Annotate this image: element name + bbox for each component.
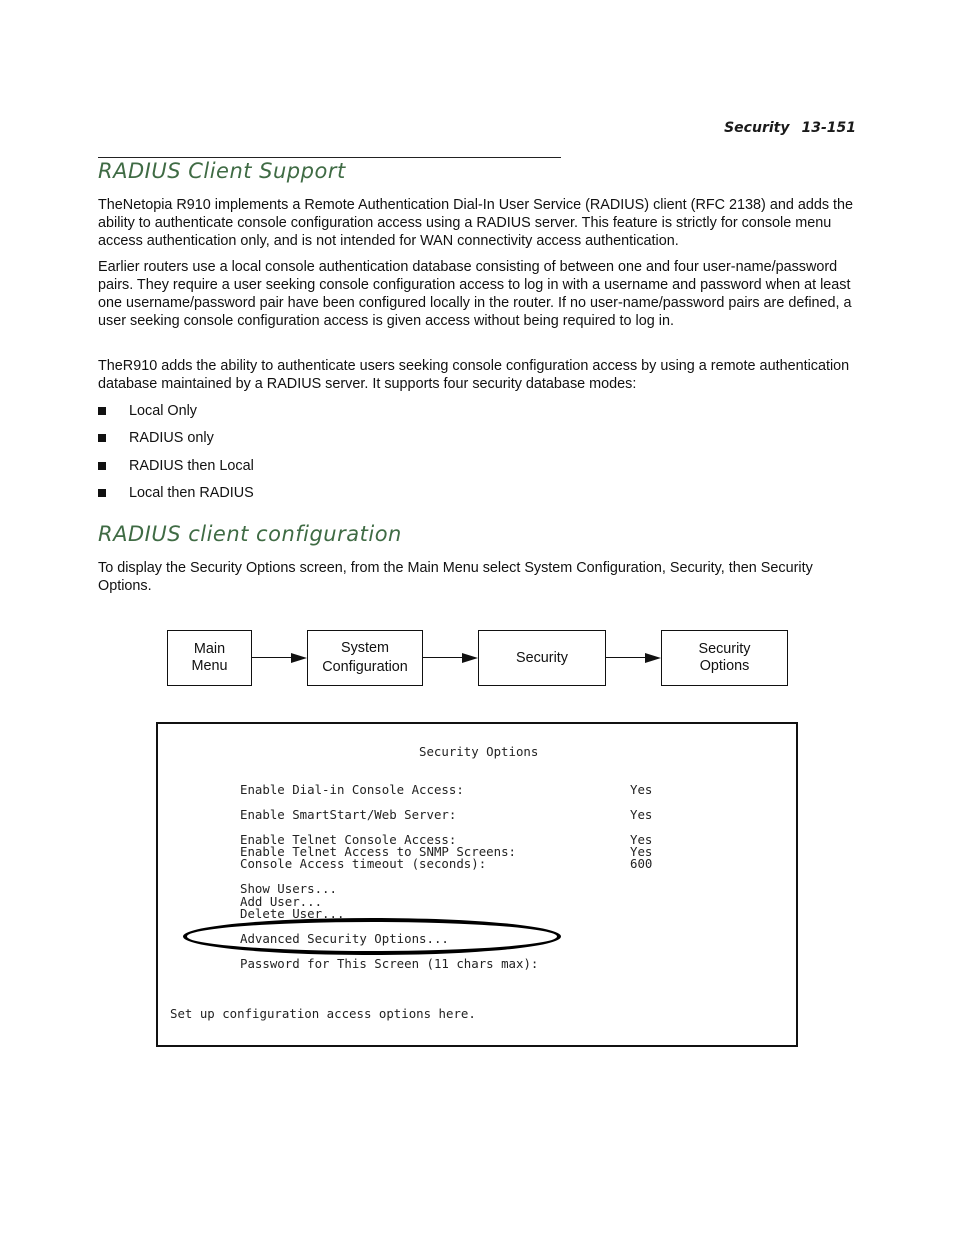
option-telnet-snmp-screens[interactable]: Enable Telnet Access to SNMP Screens: — [240, 844, 517, 859]
list-item: Local then RADIUS — [98, 483, 254, 510]
security-modes-list — [98, 401, 254, 511]
option-dial-in-console-access[interactable]: Enable Dial-in Console Access: — [240, 782, 464, 797]
section-rule — [98, 157, 561, 158]
flow-box-main-menu: Main Menu — [167, 630, 252, 686]
menu-advanced-security-options[interactable]: Advanced Security Options... — [240, 931, 449, 946]
flow-arrow-icon — [606, 652, 661, 664]
list-item: RADIUS then Local — [98, 456, 254, 483]
paragraph-navigation-instructions: To display the Security Options screen, from the Main Menu select System Configuration, Security, then Security Options. — [98, 560, 813, 594]
value-telnet-snmp-screens[interactable]: Yes — [630, 844, 653, 859]
list-item: Local Only — [98, 401, 254, 428]
paragraph-intro: TheNetopia R910 implements a Remote Authentication Dial-In User Service (RADIUS) client (RFC 2138) and adds the ability to authenticate console configuration access using a RADIUS server. This feature is strictly for console menu access authentication only, and is not intended for WAN connectivity access authentication. — [98, 197, 854, 249]
paragraph-earlier-routers: Earlier routers use a local console authentication database consisting of between one and four user-name/password pairs. They require a user seeking console configuration access to log in with a username and password when at least one username/password pair have been configured locally in the router. If no user-name/password pairs are defined, a user seeking console configuration access is given access without being required to log in. — [98, 259, 852, 329]
status-line: Set up configuration access options here. — [170, 1006, 476, 1021]
option-smartstart-web-server[interactable]: Enable SmartStart/Web Server: — [240, 807, 457, 822]
paragraph-r910-modes: TheR910 adds the ability to authenticate users seeking console configuration access by using a remote authentication database maintained by a RADIUS server. It supports four security database modes: — [98, 358, 850, 392]
header-page-number: 13-151 — [801, 120, 856, 136]
header-section: Security — [724, 120, 790, 136]
flow-box-security-options: Security Options — [661, 630, 788, 686]
bullet-square-icon — [98, 489, 106, 497]
value-dial-in-console-access[interactable]: Yes — [630, 782, 653, 797]
value-smartstart-web-server[interactable]: Yes — [630, 807, 653, 822]
flow-arrow-icon — [252, 652, 307, 664]
bullet-square-icon — [98, 407, 106, 415]
screen-title: Security Options — [419, 744, 539, 759]
password-field-label[interactable]: Password for This Screen (11 chars max): — [240, 956, 539, 971]
flow-box-system-configuration: System Configuration — [307, 630, 423, 686]
running-header — [724, 120, 856, 136]
flow-box-security: Security — [478, 630, 606, 686]
value-telnet-console-access[interactable]: Yes — [630, 832, 653, 847]
security-options-screen — [156, 722, 798, 1047]
bullet-square-icon — [98, 462, 106, 470]
highlight-ellipse — [183, 918, 561, 955]
list-item: RADIUS only — [98, 428, 254, 455]
menu-add-user[interactable]: Add User... — [240, 894, 323, 909]
value-console-access-timeout[interactable]: 600 — [630, 856, 653, 871]
menu-delete-user[interactable]: Delete User... — [240, 906, 345, 921]
flow-arrow-icon — [423, 652, 478, 664]
menu-show-users[interactable]: Show Users... — [240, 881, 337, 896]
section-title-radius-client-configuration: RADIUS client configuration — [98, 522, 402, 546]
bullet-square-icon — [98, 434, 106, 442]
option-console-access-timeout[interactable]: Console Access timeout (seconds): — [240, 856, 487, 871]
section-title-radius-client-support: RADIUS Client Support — [98, 159, 346, 183]
option-telnet-console-access[interactable]: Enable Telnet Console Access: — [240, 832, 457, 847]
